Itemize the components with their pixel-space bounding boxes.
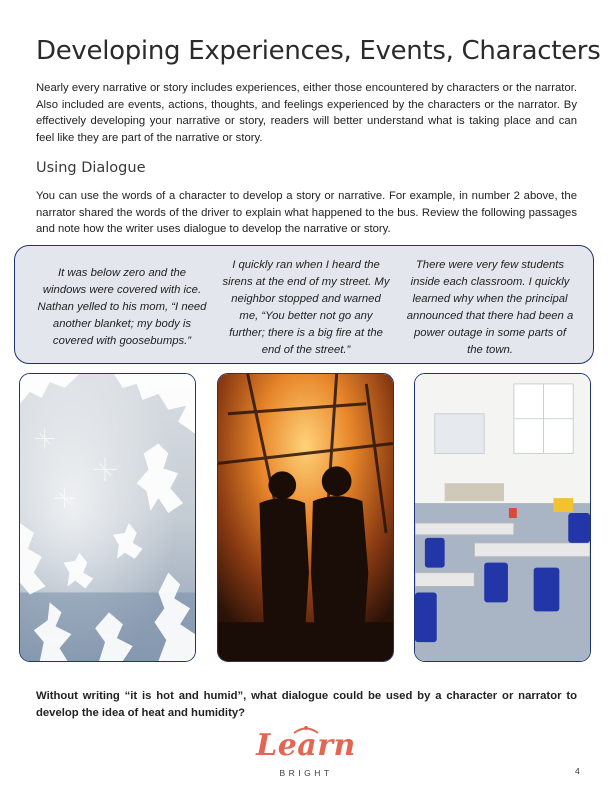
section-heading: Using Dialogue xyxy=(36,160,146,176)
logo-subtitle: BRIGHT xyxy=(279,768,333,778)
page-number: 4 xyxy=(575,766,580,776)
passage-cold: It was below zero and the windows were covered with ice. Nathan yelled to his mom, “I need another blanket; my body is covered with goosebumps.” xyxy=(37,267,207,347)
page-title: Developing Experiences, Events, Characters xyxy=(36,36,601,66)
classroom-photo xyxy=(414,373,591,662)
fire-photo xyxy=(217,373,394,662)
frosted-window-photo xyxy=(19,373,196,662)
dialogue-paragraph: You can use the words of a character to develop a story or narrative. For example, in number 2 above, the narrator shared the words of the driver to explain what happened to the bus. Review the following passages and note how the writer uses dialogue to develop the narrative or story. xyxy=(36,190,577,235)
intro-paragraph: Nearly every narrative or story includes experiences, either those encountered by characters or the narrator. Also included are events, actions, thoughts, and feelings experienced by the characters or the narrator. By effectively developing your narrative or story, readers will better understand what is taking place and can feel like they are part of the narrative or story. xyxy=(36,82,577,144)
passage-fire: I quickly ran when I heard the sirens at the end of my street. My neighbor stopped and warned me, “You better not go any further; there is a big fire at the end of the street.” xyxy=(222,259,390,356)
logo-word: Learn xyxy=(256,728,356,763)
learn-bright-logo xyxy=(252,724,360,782)
discussion-question: Without writing “it is hot and humid”, what dialogue could be used by a character or narrator to develop the idea of heat and humidity? xyxy=(36,690,577,719)
passage-classroom: There were very few students inside each classroom. I quickly learned why when the principal announced that there had been a power outage in some parts of the town. xyxy=(406,259,574,356)
